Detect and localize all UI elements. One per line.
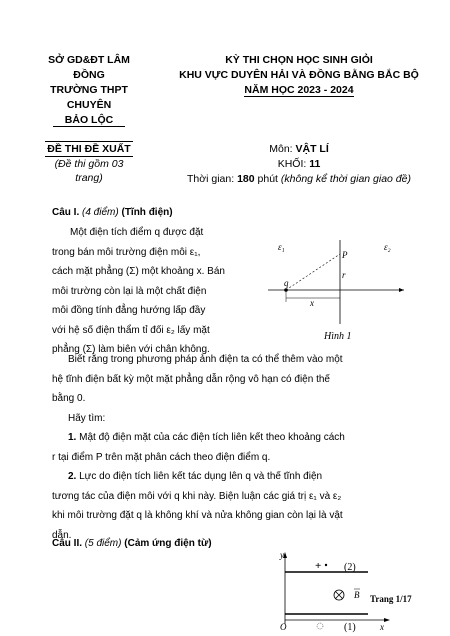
q1-paragraph-1: Một điện tích điểm q được đặt trong bán môi trường điện môi ε₁, cách mặt phẳng (Σ) một khoảng x. Bán môi trường còn lại là một chất điện môi đồng tính đẳng hướng lấp đầy với hệ số điện thẩm tỉ đối ε₂ lấy mặt phẳng (Σ) làm biên với chân không. xyxy=(52,227,225,355)
q2-heading: Câu II. (5 điểm) (Cảm ứng điện từ) xyxy=(52,538,212,549)
exam-header xyxy=(160,53,438,98)
school-year: NĂM HỌC 2023 - 2024 xyxy=(244,84,354,96)
figure1-charge xyxy=(284,288,288,292)
figure1-r: r xyxy=(342,270,346,280)
school-line: TRƯỜNG THPT xyxy=(50,84,128,96)
exam-info xyxy=(160,142,438,187)
school-header xyxy=(30,53,148,128)
exam-region: KHU VỰC DUYÊN HẢI VÀ ĐỒNG BẰNG BẮC BỘ xyxy=(179,69,419,81)
proposal-box xyxy=(30,141,148,185)
page-number: Trang 1/17 xyxy=(370,594,412,604)
charge-plus: + xyxy=(315,560,322,572)
grade-line: KHỐI: 11 xyxy=(277,158,321,170)
school-line-3: BẢO LỘC xyxy=(30,113,148,128)
figure2-origin: O xyxy=(280,622,287,632)
figure1-eps1: ε₁ xyxy=(278,242,285,252)
figure1-x: x xyxy=(310,298,314,308)
figure1-caption: Hình 1 xyxy=(324,331,352,342)
pages-note-2: trang) xyxy=(75,172,103,184)
exam-title: KỲ THI CHỌN HỌC SINH GIỎI xyxy=(225,54,373,66)
figure1-arrow xyxy=(399,288,404,292)
dept-line: SỞ GD&ĐT LÂM xyxy=(48,54,130,66)
figure1-q: q xyxy=(284,278,289,288)
label-2: (2) xyxy=(344,562,356,573)
b-field-label: B xyxy=(354,590,360,600)
pages-note: (Đề thi gồm 03 xyxy=(54,158,124,170)
q1-paragraph-2: Biết rằng trong phương pháp ảnh điện ta có thể thêm vào một hệ tĩnh điện bất kỳ một mặt phẳng dẫn rộng vô hạn có điện thế bằng 0. Hãy tìm: 1. Mật độ điện mặt của các điện tích liên kết theo khoảng cách r tại điểm P trên mặt phân cách theo điện điểm q. 2. Lực do điện tích liên kết tác dụng lên q và thế tĩnh điện tương tác của điện môi với q khi này. Biện luận các giá trị ε₁ và ε₂ khi môi trường đặt q là không khí và nửa không gian còn lại là vật dẫn. xyxy=(52,350,412,545)
subject-line: Môn: VẬT LÍ xyxy=(269,143,329,155)
item-2: 2. Lực do điện tích liên kết tác dụng lên q và thế tĩnh điện xyxy=(68,471,323,482)
figure1-P: P xyxy=(342,250,348,260)
school-line-2: CHUYÊN xyxy=(66,99,112,111)
figure-2 xyxy=(268,546,398,636)
q1-heading: Câu I. (4 điểm) (Tĩnh điện) xyxy=(52,207,173,218)
time-line: Thời gian: 180 phút (không kể thời gian giao đề) xyxy=(187,173,411,185)
figure2-y-label: y xyxy=(280,550,284,560)
find-line: Hãy tìm: xyxy=(68,412,106,424)
figure1-dashed-line xyxy=(286,254,340,290)
label-1: (1) xyxy=(344,622,356,633)
dept-line-2: ĐỒNG xyxy=(73,69,105,81)
figure-1 xyxy=(268,232,408,344)
proposal-title: ĐỀ THI ĐỀ XUẤT xyxy=(47,143,131,155)
figure2-x-label: x xyxy=(380,622,384,632)
figure1-eps2: ε₂ xyxy=(384,242,391,252)
item-1: 1. Mật độ điện mặt của các điện tích liên kết theo khoảng cách xyxy=(68,432,345,443)
